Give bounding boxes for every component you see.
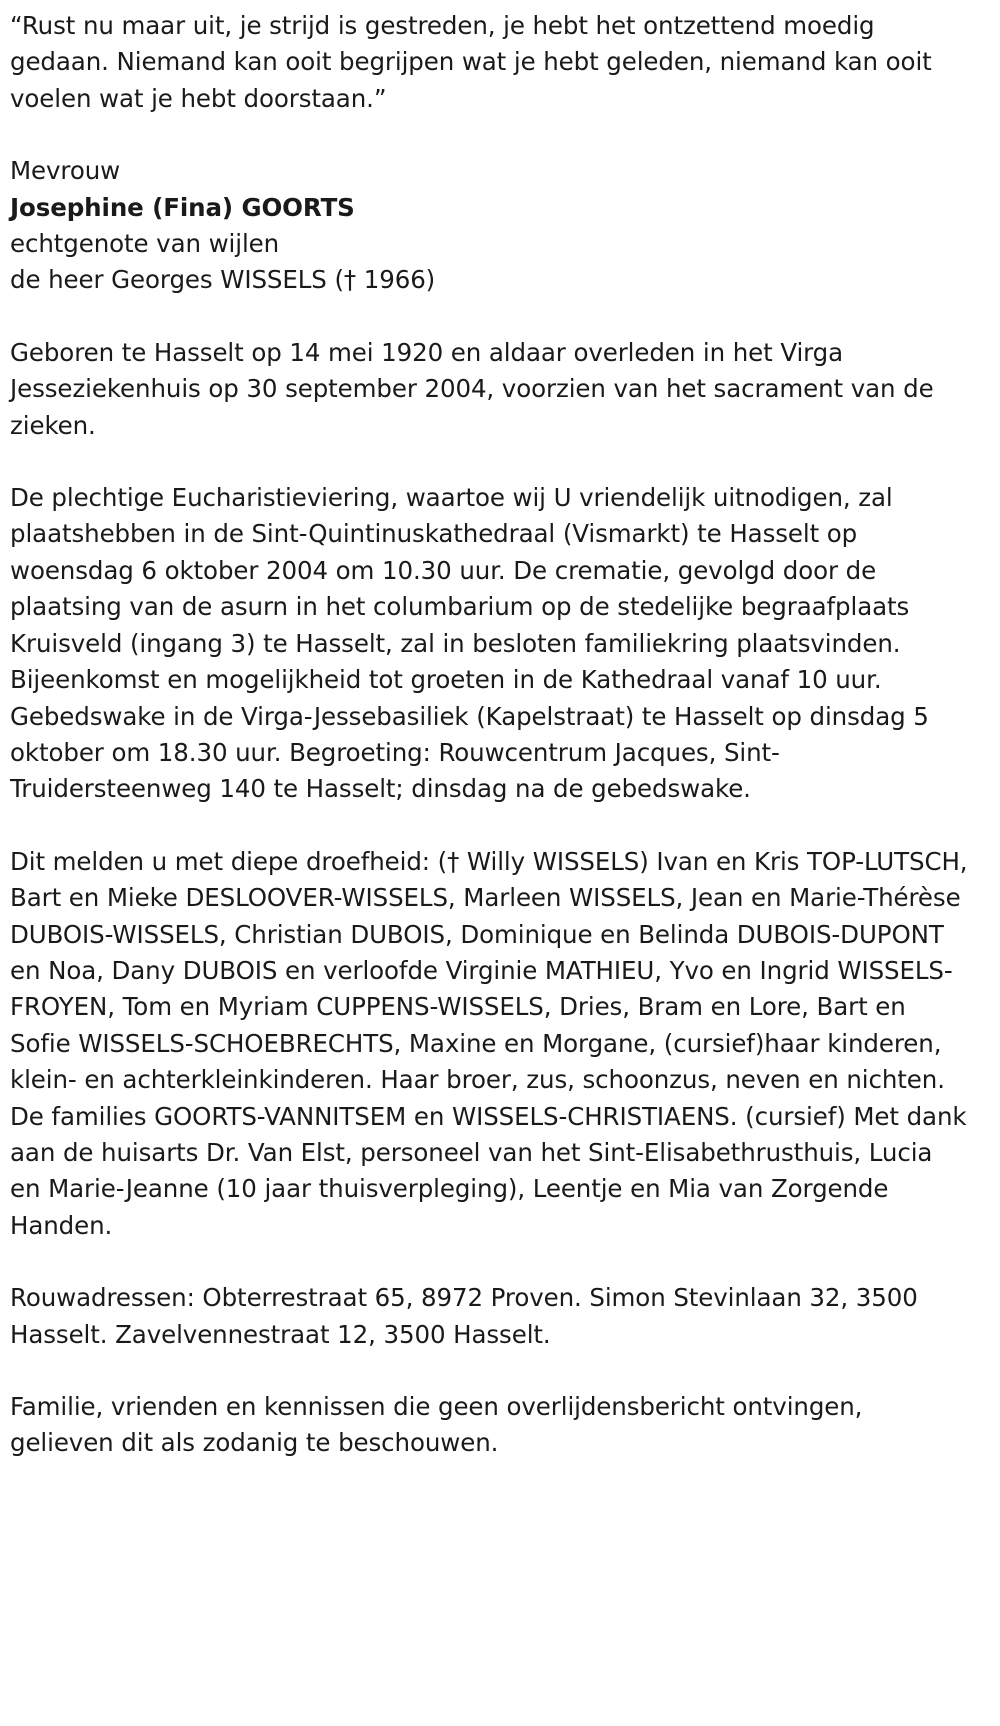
deceased-spouse: de heer Georges WISSELS († 1966) <box>10 265 436 295</box>
family-paragraph: Dit melden u met diepe droefheid: († Willy WISSELS) Ivan en Kris TOP-LUTSCH, Bart en Mieke DESLOOVER-WISSELS, Marleen WISSELS, Jean en Marie-Thérèse DUBOIS-WISSELS, Christian DUBOIS, Dominique en Belinda DUBOIS-DUPONT en Noa, Dany DUBOIS en verloofde Virginie MATHIEU, Yvo en Ingrid WISSELS-FROYEN, Tom en Myriam CUPPENS-WISSELS, Dries, Bram en Lore, Bart en Sofie WISSELS-SCHOEBRECHTS, Maxine en Morgane, (cursief)haar kinderen, klein- en achterkleinkinderen. Haar broer, zus, schoonzus, neven en nichten. De families GOORTS-VANNITSEM en WISSELS-CHRISTIAENS. (cursief) Met dank aan de huisarts Dr. Van Elst, personeel van het Sint-Elisabethrusthuis, Lucia en Marie-Jeanne (10 jaar thuisverpleging), Leentje en Mia van Zorgende Handen. <box>10 846 968 1240</box>
deceased-name: Josephine (Fina) GOORTS <box>10 192 355 222</box>
opening-quote: “Rust nu maar uit, je strijd is gestreden, je hebt het ontzettend moedig gedaan. Niemand kan ooit begrijpen wat je hebt geleden, niemand kan ooit voelen wat je hebt doorstaan.” <box>10 11 932 113</box>
spacer <box>10 444 970 480</box>
closing-paragraph: Familie, vrienden en kennissen die geen overlijdensbericht ontvingen, gelieven dit als zodanig te beschouwen. <box>10 1392 863 1458</box>
spacer <box>10 1353 970 1389</box>
birth-death-paragraph: Geboren te Hasselt op 14 mei 1920 en aldaar overleden in het Virga Jesseziekenhuis op 30 september 2004, voorzien van het sacrament van de zieken. <box>10 337 934 440</box>
spacer <box>10 1244 970 1280</box>
deceased-relation: echtgenote van wijlen <box>10 229 280 259</box>
spacer <box>10 299 970 335</box>
deceased-title: Mevrouw <box>10 156 121 186</box>
spacer <box>10 808 970 844</box>
spacer <box>10 117 970 153</box>
deceased-block <box>10 153 970 299</box>
ceremony-paragraph: De plechtige Eucharistieviering, waartoe wij U vriendelijk uitnodigen, zal plaatshebben in de Sint-Quintinuskathedraal (Vismarkt) te Hasselt op woensdag 6 oktober 2004 om 10.30 uur. De crematie, gevolgd door de plaatsing van de asurn in het columbarium op de stedelijke begraafplaats Kruisveld (ingang 3) te Hasselt, zal in besloten familiekring plaatsvinden. Bijeenkomst en mogelijkheid tot groeten in de Kathedraal vanaf 10 uur. Gebedswake in de Virga-Jessebasiliek (Kapelstraat) te Hasselt op dinsdag 5 oktober om 18.30 uur. Begroeting: Rouwcentrum Jacques, Sint-Truidersteenweg 140 te Hasselt; dinsdag na de gebedswake. <box>10 483 929 804</box>
addresses-paragraph: Rouwadressen: Obterrestraat 65, 8972 Proven. Simon Stevinlaan 32, 3500 Hasselt. Zavelvennestraat 12, 3500 Hasselt. <box>10 1283 918 1349</box>
